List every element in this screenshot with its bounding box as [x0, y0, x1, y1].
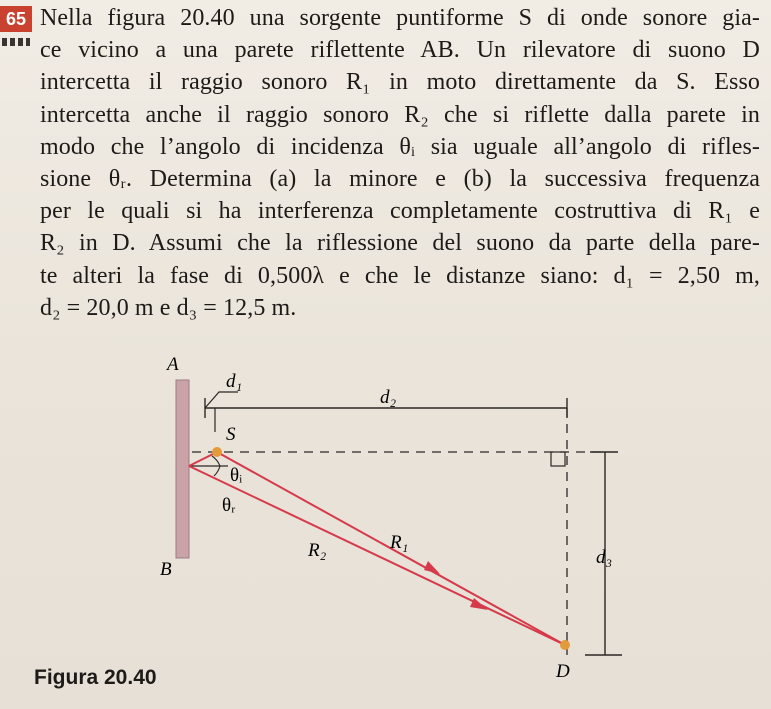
problem-line: intercetta anche il raggio sonoro R₂ che si riflette dalla parete in	[40, 101, 760, 128]
label-detector: D	[556, 661, 570, 682]
label-r1: R₁	[390, 532, 409, 553]
label-d2: d₂	[380, 387, 397, 408]
label-r2: R₂	[308, 540, 327, 561]
label-theta-i: θᵢ	[230, 465, 243, 486]
source-point	[212, 447, 222, 457]
right-angle-marker	[551, 452, 565, 466]
label-d3: d₃	[596, 547, 613, 568]
problem-line: d₂ = 20,0 m e d₃ = 12,5 m.	[40, 294, 297, 321]
problem-line: te alteri la fase di 0,500λ e che le distanze siano: d₁ = 2,50 m,	[40, 262, 760, 289]
problem-number-badge: 65	[0, 6, 32, 32]
problem-line: sione θᵣ. Determina (a) la minore e (b) la successiva frequenza	[40, 166, 760, 193]
figure-caption: Figura 20.40	[34, 666, 157, 689]
angle-arc-reflection	[214, 466, 220, 476]
angle-arc-incidence	[212, 456, 220, 466]
figure-diagram	[0, 345, 771, 709]
reflecting-wall	[176, 380, 189, 558]
label-theta-r: θᵣ	[222, 495, 236, 516]
problem-text	[40, 2, 760, 324]
detector-point	[560, 640, 570, 650]
ray-r2-reflected	[189, 466, 565, 645]
problem-line: intercetta il raggio sonoro R₁ in moto direttamente da S. Esso	[40, 69, 760, 96]
label-wall-top: A	[167, 354, 179, 375]
label-source: S	[226, 424, 236, 445]
problem-line: modo che l’angolo di incidenza θᵢ sia uguale all’angolo di rifles-	[40, 133, 760, 160]
label-d1: d₁	[226, 371, 243, 392]
problem-line: per le quali si ha interferenza completamente costruttiva di R₁ e	[40, 198, 760, 225]
d1-leader	[205, 392, 238, 408]
label-wall-bottom: B	[160, 559, 172, 580]
problem-line: R₂ in D. Assumi che la riflessione del suono da parte della pare-	[40, 230, 760, 257]
problem-line: Nella figura 20.40 una sorgente puntiforme S di onde sonore gia-	[40, 5, 760, 31]
difficulty-dots	[2, 38, 30, 46]
problem-line: ce vicino a una parete riflettente AB. Un rilevatore di suono D	[40, 37, 760, 64]
